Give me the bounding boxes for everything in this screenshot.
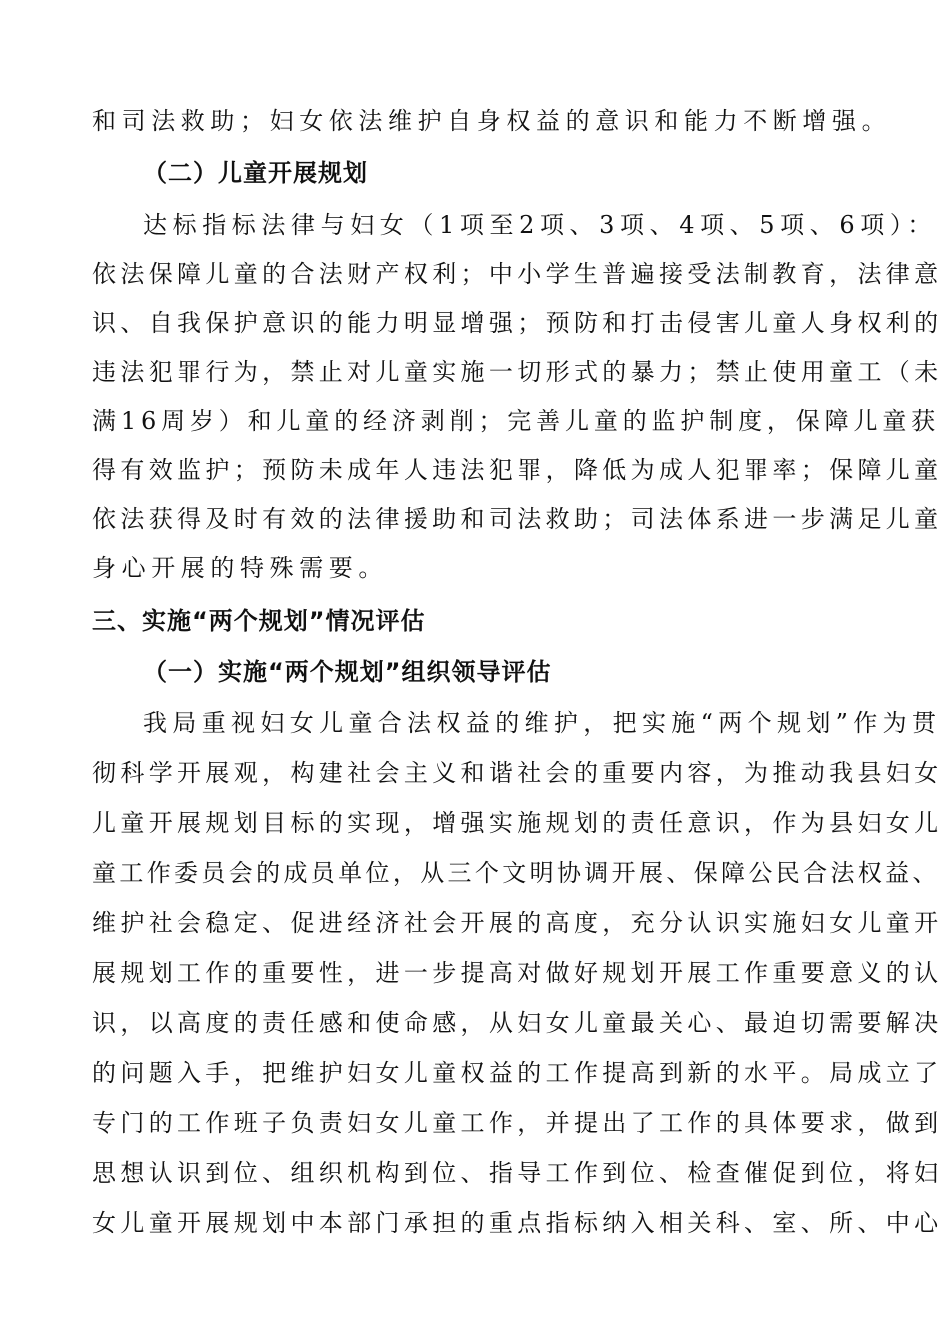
body-line: 识，以高度的责任感和使命感，从妇女儿童最关心、最迫切需要解决: [92, 1009, 943, 1037]
body-line: 童工作委员会的成员单位，从三个文明协调开展、保障公民合法权益、: [92, 859, 940, 887]
section-heading: （一）实施“两个规划”组织领导评估: [143, 658, 552, 686]
section-heading: （二）儿童开展规划: [143, 159, 368, 187]
body-line: 依法获得及时有效的法律援助和司法救助；司法体系进一步满足儿童: [92, 505, 943, 533]
body-line: 身心开展的特殊需要。: [92, 554, 388, 582]
body-line: 思想认识到位、组织机构到位、指导工作到位、检查催促到位，将妇: [92, 1159, 943, 1187]
body-line: 专门的工作班子负责妇女儿童工作，并提出了工作的具体要求，做到: [92, 1109, 943, 1137]
body-line: 依法保障儿童的合法财产权利；中小学生普遍接受法制教育，法律意: [92, 260, 943, 288]
body-line: 我局重视妇女儿童合法权益的维护，把实施“两个规划”作为贯: [143, 709, 942, 737]
body-line: 彻科学开展观，构建社会主义和谐社会的重要内容，为推动我县妇女: [92, 759, 943, 787]
body-line: 和司法救助；妇女依法维护自身权益的意识和能力不断增强。: [92, 107, 892, 135]
body-line: 儿童开展规划目标的实现，增强实施规划的责任意识，作为县妇女儿: [92, 809, 943, 837]
body-line: 违法犯罪行为，禁止对儿童实施一切形式的暴力；禁止使用童工（未: [92, 358, 943, 386]
body-line: 展规划工作的重要性，进一步提高对做好规划开展工作重要意义的认: [92, 959, 943, 987]
body-line: 得有效监护；预防未成年人违法犯罪，降低为成人犯罪率；保障儿童: [92, 456, 943, 484]
body-line: 识、自我保护意识的能力明显增强；预防和打击侵害儿童人身权利的: [92, 309, 943, 337]
body-line: 的问题入手，把维护妇女儿童权益的工作提高到新的水平。局成立了: [92, 1059, 943, 1087]
body-line: 达标指标法律与妇女（1项至2项、3项、4项、5项、6项）：: [143, 211, 938, 239]
body-line: 满16周岁）和儿童的经济剥削；完善儿童的监护制度，保障儿童获: [92, 407, 941, 435]
body-line: 女儿童开展规划中本部门承担的重点指标纳入相关科、室、所、中心: [92, 1209, 943, 1237]
chapter-heading: 三、实施“两个规划”情况评估: [92, 607, 426, 635]
body-line: 维护社会稳定、促进经济社会开展的高度，充分认识实施妇女儿童开: [92, 909, 943, 937]
